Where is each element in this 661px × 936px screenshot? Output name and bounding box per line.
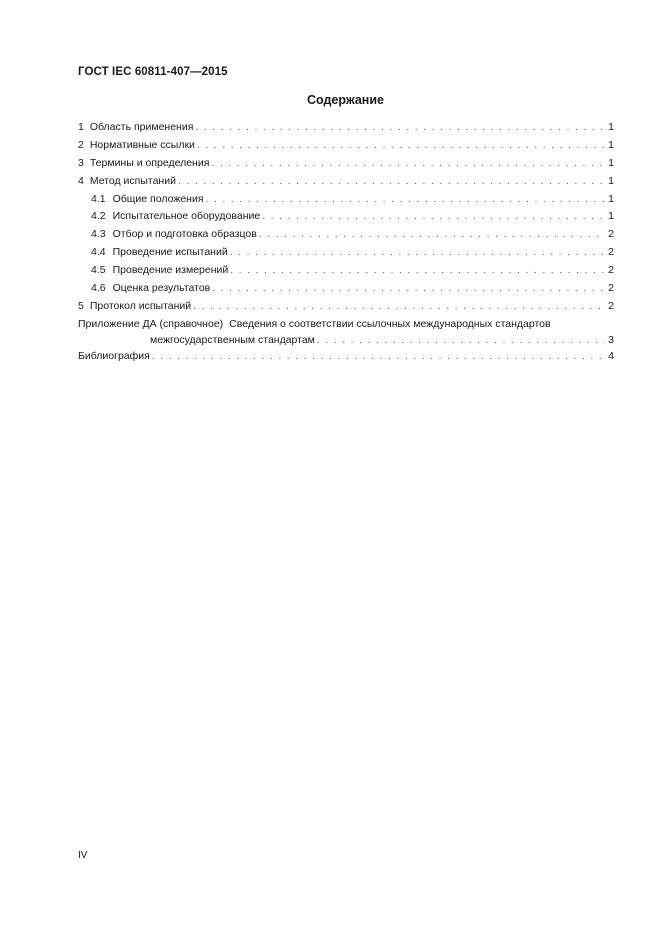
toc-number: 4.5 — [91, 264, 106, 277]
toc-title: Отбор и подготовка образцов — [112, 228, 257, 241]
toc-entry-4-6[interactable] — [78, 280, 614, 298]
toc-entry-bibliography[interactable] — [78, 348, 614, 366]
toc-page: 1 — [608, 174, 614, 187]
toc-number: 2 — [78, 138, 84, 151]
dot-leader — [259, 226, 605, 244]
page-number: IV — [78, 850, 88, 861]
toc-entry-5[interactable] — [78, 298, 614, 316]
annex-title-line-2: межгосударственным стандартам — [150, 333, 315, 346]
toc-page: 2 — [608, 299, 614, 312]
toc-number: 4.6 — [91, 282, 106, 295]
annex-label: Приложение ДА (справочное) — [78, 317, 224, 330]
toc-entry-4-5[interactable] — [78, 262, 614, 280]
toc-page: 1 — [608, 192, 614, 205]
page-title: Содержание — [306, 93, 384, 107]
toc-page: 2 — [608, 264, 614, 277]
toc-page: 2 — [608, 228, 614, 241]
toc-entry-annex[interactable] — [78, 316, 614, 348]
toc-number: 5 — [78, 299, 84, 312]
dot-leader — [230, 262, 605, 280]
toc-number: 4.4 — [91, 246, 106, 259]
toc-page: 3 — [608, 333, 614, 346]
document-header: ГОСТ IEC 60811-407—2015 — [78, 66, 228, 78]
toc-number: 4.3 — [91, 228, 106, 241]
toc-title: Нормативные ссылки — [89, 138, 195, 151]
dot-leader — [195, 119, 605, 137]
toc-page: 4 — [608, 349, 614, 362]
toc-page: 1 — [608, 121, 614, 133]
toc-number: 4.1 — [91, 192, 106, 205]
dot-leader — [206, 191, 605, 209]
toc-page: 2 — [608, 246, 614, 259]
toc-number: 4 — [78, 174, 84, 187]
dot-leader — [197, 137, 605, 155]
toc-page: 2 — [608, 282, 614, 295]
toc-entry-3[interactable] — [78, 155, 614, 173]
toc-entry-4-1[interactable] — [78, 191, 614, 209]
dot-leader — [317, 332, 605, 348]
toc-number: 1 — [78, 121, 84, 133]
annex-line-2 — [78, 332, 614, 348]
toc-title: Протокол испытаний — [89, 299, 192, 312]
toc-title: Проведение испытаний — [112, 246, 228, 259]
toc-title: Термины и определения — [89, 156, 210, 169]
toc-title: Оценка результатов — [112, 282, 211, 295]
dot-leader — [230, 244, 605, 262]
dot-leader — [152, 348, 605, 366]
toc-entry-4-3[interactable] — [78, 226, 614, 244]
annex-title-line-1: Сведения о соответствии ссылочных международных стандартов — [229, 317, 551, 330]
dot-leader — [211, 155, 605, 173]
toc-title: Проведение измерений — [112, 264, 229, 277]
toc-number: 4.2 — [91, 210, 106, 223]
toc-page: 1 — [608, 138, 614, 151]
dot-leader — [193, 298, 605, 316]
toc-title: Метод испытаний — [89, 174, 176, 187]
toc-entry-4-4[interactable] — [78, 244, 614, 262]
toc-entry-1[interactable] — [78, 119, 614, 137]
table-of-contents — [78, 119, 614, 366]
toc-page: 1 — [608, 210, 614, 223]
toc-title: Общие положения — [112, 192, 204, 205]
dot-leader — [212, 280, 605, 298]
dot-leader — [262, 208, 605, 226]
toc-entry-4-2[interactable] — [78, 208, 614, 226]
toc-entry-4[interactable] — [78, 173, 614, 191]
toc-title: Испытательное оборудование — [112, 210, 261, 223]
toc-number: 3 — [78, 156, 84, 169]
toc-title: Библиография — [78, 349, 150, 362]
annex-line-1 — [78, 316, 614, 332]
toc-title: Область применения — [89, 121, 194, 133]
toc-page: 1 — [608, 156, 614, 169]
toc-entry-2[interactable] — [78, 137, 614, 155]
dot-leader — [178, 173, 605, 191]
